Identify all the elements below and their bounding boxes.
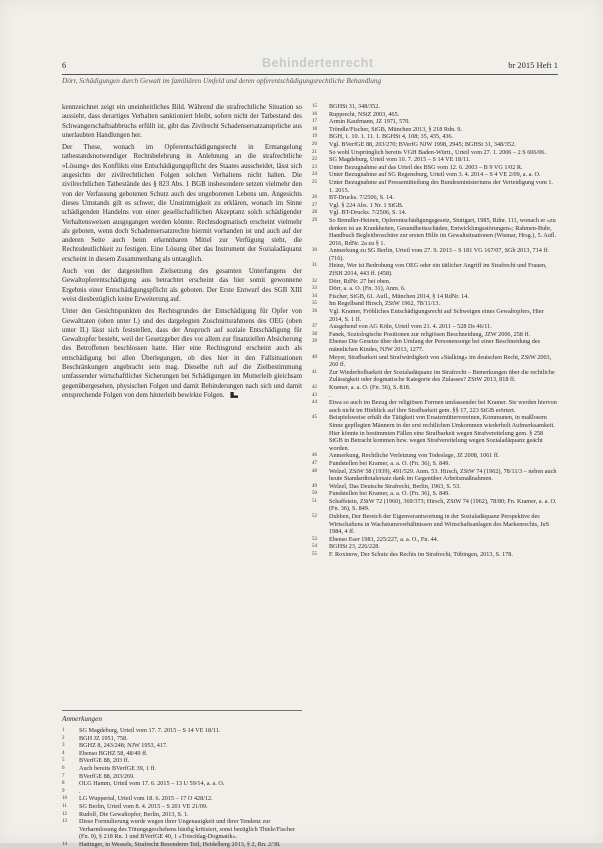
footnote-number: 11 [62,803,67,809]
footnote-text: Rupprecht, NStZ 2003, 465. [329,110,400,118]
footnote-text: Welzel, ZStW 58 (1939), 491/529. Anm. 53. Hirsch, ZStW 74 (1962), 78/11/3 – neben auch heute Standardtotalersatz dank im Gegenüber Arbeitsmaßnahmen. [329,467,557,483]
footnote-number: 44 [312,400,317,406]
footnote-number: 34 [312,293,317,299]
footnote [312,354,558,369]
footnote-text: BGHZ 8, 243/248; NJW 1953, 417. [79,742,168,750]
footnote-number: 49 [312,483,317,489]
notes-heading: Anmerkungen [62,710,302,723]
footnote [312,149,558,157]
footnote-text: Dörr, a. a. O. (Fn. 31), Anm. 6. [329,285,406,293]
footnote [62,750,302,758]
footnote-text: F. Roxinow, Der Schutz des Rechts im Strafrecht, Tübingen, 2013, S. 178. [329,551,513,559]
footnote [312,460,558,468]
footnote-text: BGH JZ 1951, 758. [79,734,128,742]
footnote-number: 16 [312,111,317,117]
footnote-number: 26 [312,195,317,201]
footnote-text: Hattinger, in Wessels, Strafrecht Besonderer Teil, Heidelberg 2013, § 2, Rn. 2/38. [79,840,281,848]
footnote [312,331,558,339]
footnote-text: Etwa so auch im Bezug der religiösen Formen umfassender bei Kramer. Sie werden hiervon auch nicht im Hinblick auf ihre Strafbarkeit gem. §§ 17, 223 StGB erörtert. [329,399,557,414]
footnote [62,765,302,773]
footnote-text: Fundstellen bei Kramer, a. a. O. (Fn. 36), S. 849. [329,490,450,498]
footnote [312,156,558,164]
issue-label: br 2015 Heft 1 [508,60,558,70]
footnote-number: 21 [312,149,317,155]
footnote-number: 8 [62,781,65,787]
footnote-text: Ebenso Die Gesetze über den Umfang der Personensorge bei einer Beschneidung des männlichen Kindes, NJW 2013, 1277. [329,338,541,353]
end-of-article-mark [230,392,238,398]
footnote-text: Kramer, a. a. O. (Fn. 36), S. 818. [329,383,411,391]
footnote-text: LG Wuppertal, Urteil vom 18. 6. 2015 – 17 O 428/12. [79,795,213,803]
footnotes-right [312,103,558,559]
footnote-number: 30 [312,248,317,254]
footnote [312,293,558,301]
footnote [312,262,558,277]
footnote [312,536,558,544]
footnote-text: So Brendler-Heinen, Opferentschädigungsgesetz, Stuttgart, 1985, Rdnr. 111, wonach er »zu denken ist an Krankheiten, Gesundheitsschäden, Entwicklungsstörungen«; Rahmen-Buhr, Handbuch Begleitbroschüre zur ersten Hilfe im Gewaltsituationen (Wismar, Hrsg.), 5. Aufl. 2016, RdNr. 2a zu § 1. [329,216,557,247]
footnote [312,194,558,202]
footnote [312,179,558,194]
footnote-number: 25 [312,179,317,185]
footnote [62,788,302,796]
footnote-text: Armin Kaufmann, JZ 1971, 570. [329,118,410,126]
footnote-text: . [329,391,331,399]
footnote [312,369,558,384]
footnote-text: Dubben, Der Bereich der Eigenverantwortung in der Sozialadäquanz Perspektive des Wirtschaftens in Wachstumsverhältnissen und Wirtschaftsanlagen des Markenrechts, JuS 1984, 4 ff. [329,513,550,536]
footnote-text: . [79,787,81,795]
footnote-number: 9 [62,788,65,794]
footnote-number: 23 [312,164,317,170]
footnote-number: 1 [62,728,65,733]
footnote-text: Unter Bezugnahme auf das Urteil des BSG vom 12. 6. 2003 – B 9 VG 1/02 R. [329,163,523,171]
footnote-text: Beispielsweise erhält die Tätigkeit von Ersatzmüttervereinen, Kommunen, in maßlosem Sinne gepflegten Männern in der erst rechtlichen Umkommen wiederholt Aufmerksamkeit. Hier könnte in bestimmten Fällen eine Strafbarkeit wegen Strafvereitelung gem. § 258 StGB in Betracht kommen bzw. wegen Strafvereitelung wegen Sozialadäquanz geächt worden. [329,414,555,452]
footnote-text: OLG Hamm, Urteil vom 17. 6. 2015 – 13 U 59/14, a. a. O. [79,780,225,788]
footnote-number: 31 [312,263,317,269]
footnote [312,468,558,483]
footnote [312,452,558,460]
footnote [312,308,558,323]
footnote-text: BVerfGE 88, 203/269. [79,772,135,780]
footnote-number: 15 [312,104,317,109]
footnote-text: Tröndle/Fischer, StGB, München 2013, § 218 Rdn. 9. [329,125,462,133]
footnote-number: 33 [312,286,317,292]
footnote-number: 36 [312,309,317,315]
footnote [312,171,558,179]
footnote-number: 29 [312,217,317,223]
footnote-text: BT-Drucks. 7/2506, S. 14. [329,194,394,202]
footnote-number: 55 [312,552,317,558]
footnote-number: 35 [312,301,317,307]
footnote-text: Fanek, Soziologische Positionen zur religiösen Beschneidung, JZW 2006, 258 ff. [329,330,531,338]
footnote-text: Auch bereits BVerfGE 39, 1 ff. [79,764,157,772]
footnote [62,742,302,750]
header-rule [62,74,558,75]
footnote-number: 51 [312,498,317,504]
footnote-text: Ebenso Eser 1981, 225/227, a. a. O., Fn. 44. [329,535,439,543]
footnote-number: 53 [312,536,317,542]
footnote-number: 5 [62,758,65,764]
footnote [312,217,558,247]
footnote-number: 52 [312,514,317,520]
footnote [62,803,302,811]
footnote [62,818,302,841]
footnote-text: So wohl Ursprünglich bereits VGH Baden-Württ., Urteil vom 27. 1. 2006 – 2 S 606/06. [329,148,546,156]
footnote-number: 54 [312,544,317,550]
footnote-number: 42 [312,384,317,390]
footnote-text: BGH, 1. 10. 1. 11. 1. BGHSt 4, 108; 35, 435, 436. [329,133,454,141]
footnote-number: 14 [62,841,67,847]
footnote [312,126,558,134]
page-number: 6 [62,60,67,70]
footnote [62,795,302,803]
footnote-number: 43 [312,392,317,398]
footnote-text: SG Berlin, Urteil vom 8. 4. 2015 – S 201 VE 21/09. [79,802,208,810]
footnote [312,384,558,392]
footnote-number: 48 [312,468,317,474]
footnote [312,209,558,217]
footnote [312,133,558,141]
running-title: Dörr, Schädigungen durch Gewalt im familiären Umfeld und deren opferentschädigungsrechtliche Behandlung [62,77,382,85]
footnote [62,780,302,788]
footnote [312,543,558,551]
footnote-text: Rudolf, Die Gewaltopfer, Berlin, 2013, S. 1. [79,810,189,818]
footnote-text: Meyer, Strafbarkeit und Strafwürdigkeit von »Stalking« im deutschen Recht, ZStW 2003, 260 ff. [329,353,552,369]
footnote-number: 17 [312,119,317,125]
footnote [62,735,302,743]
body-paragraph: Der These, wonach im Opferentschädigungsrecht in Ermangelung tatbestandsnotwendiger Rechtsbelehrung in Anlehnung an die strafrechtliche »Lösung« des Konflikts eine Entschädigungspflicht des Staates ausscheidet, lässt sich angesichts der zivilrechtlichen Folgen solchen Verhaltens nicht halten. Die zivilrechtlichen Tatbestände des § 823 Abs. 1 BGB insbesondere setzen vielmehr den von der Verfassung gebotenen Schutz auch des ungeborenen Lebens um. Angesichts dieses Umstands gilt es schwer, die Unstimmigkeit zu erklären, wonach im Sinne schädigenden Handelns von einer gesellschaftlichen Akzeptanz solch schädigender Verhaltensweisen ausgegangen werden könnte. Rechtsdogmatisch erscheint vielmehr als geboten, wenn doch Schadensersatzrechte hiermit vorhanden ist und auch auf der anderen Seite auch beim erkennbaren Mittel zur Verfügung steht, die Rechtsdeutlichkeit zu festigen. Eine Lösung über das Instrument der Sozialadäquanz erscheint in diesem Zusammenhang als untauglich. [62,144,302,263]
footnote [312,300,558,308]
body-paragraph: kennzeichnet zeigt ein uneinheitliches Bild. Während die strafrechtliche Situation so aussieht, dass derartiges Verhalten sanktioniert bleibt, sofern nicht der Tatbestand des Schwangerschaftsabbruchs erfüllt ist, gibt das Zivilrecht Schadensersatzansprüche aus unerlaubten Handlungen her. [62,104,302,139]
footnote [312,414,558,452]
footnote [312,399,558,414]
footnote-number: 27 [312,202,317,208]
footnote-text: Schaffstein, ZStW 72 (1960), 369/373; Hirsch, ZStW 74 (1962), 78/80; Fn. Kramer, a. a. O. (Fn. 36), S. 849. [329,497,557,513]
footnote-number: 50 [312,491,317,497]
footnote-text: Vgl. BVerfGE 88, 203/270; BVerfG NJW 1998, 2945; BGHSt 31, 348/352. [329,140,516,148]
footnote [312,141,558,149]
footnote-text: Vgl. BT-Drucks. 7/2506, S. 14. [329,209,407,217]
footnote-text: Unter Bezugnahme auf SG Regensburg, Urteil vom 3. 4. 2014 – S 4 VE 2/09, a. a. O. [329,171,541,179]
footnote-number: 46 [312,453,317,459]
footnote [62,841,302,849]
footnote-number: 7 [62,773,65,779]
footnote [312,278,558,286]
footnote-number: 6 [62,765,65,771]
footnote-number: 41 [312,369,317,375]
footnote-text: Heinz, Wer ist Bedrohung von OEG oder ein tätlicher Angriff im Strafrecht und Frauen, ZfSH 2014, 443 ff. (458). [329,262,547,278]
footnote-number: 37 [312,324,317,330]
footnote [62,757,302,765]
footnote [312,498,558,513]
footnote-text: Anmerkung zu SG Berlin, Urteil vom 27. 9. 2013 – S 181 VG 167/07, SGb 2013, 714 ff. (716). [329,247,549,262]
footnote-text: Vgl. Kramer, Fröhliches Entschädigungsrecht auf Schweigen eines Gewaltopfers, Hier 2014, S. 1 ff. [329,308,544,323]
footnote [62,811,302,819]
footnote-number: 20 [312,141,317,147]
footnote-number: 3 [62,743,65,749]
footnote-text: Unter Bezugnahme auf Pressemitteilung des Bundesministeriums der Verteidigung vom 1. 1. 2015. [329,178,553,194]
footnote-number: 22 [312,157,317,163]
footnote-number: 45 [312,415,317,421]
footnote-number: 32 [312,278,317,284]
footnote [312,483,558,491]
footnote-text: BVerfGE 88, 203 ff. [79,757,130,765]
footnote [312,103,558,111]
footnote [312,323,558,331]
footnote-number: 47 [312,460,317,466]
footnote-number: 18 [312,126,317,132]
footnote-text: Anmerkung, Rechtliche Verletzung von Todeslage, JZ 2008, 1061 ff. [329,452,500,460]
body-paragraph-text: Unter den Gesichtspunkten des Rechtsgrundes der Entschädigung für Opfer von Gewalttaten (oben unter I.) und des dargelegten Zuschnittsrahmens des OEG (oben unter II.) lässt sich feststellen, dass der Anspruch auf soziale Entschädigung für Gewaltopfer besteht, weil der Gesetzgeber dies vor allem zur finanziellen Absicherung des Betroffenen beschlossen hatte. Hier eine Rechtsgrund erscheint auch als entschädigung bei allen Überlegungen, ob dies hier in den Fallsituationen Beschränkungen angebracht sein mag. Dieselbe ruft auf die Zielbestimmung umfassender wirtschaftlicher Sicherungen bei Schädigungen im Mutterleib gleichsam gegenübergesehen, physischen Folgen und damit Behinderungen nach sich und damit entsprechende Folgen von dem hinterleib bewirkte Folgen. [62,308,302,399]
footnote-number: 12 [62,811,67,817]
footnote [312,338,558,353]
footnote [312,490,558,498]
footnote-text: Zur Wiederholbarkeit der Sozialadäquanz im Strafrecht – Bemerkungen über die rechtliche Zulässigkeit oder dogmatische Kategorie des Zulasses? ZStW 2013, 818 ff. [329,368,555,384]
footnote-number: 4 [62,750,65,756]
footnote-text: Fischer, StGB, 61. Aufl., München 2014, § 14 RdNr. 14. [329,292,469,300]
footnote-number: 2 [62,735,65,741]
body-text-column [62,103,302,403]
footnote-text: Vgl. § 224 Abs. 1 Nr. 1 StGB. [329,201,404,209]
footnote [312,247,558,262]
footnote-number: 24 [312,172,317,178]
footnote [312,392,558,400]
footnote [312,111,558,119]
footnote [62,727,302,735]
footnote [312,164,558,172]
footnote-text: Ausgehend von AG Köln, Urteil vom 21. 4. 2011 – 528 Ds 46/11. [329,323,492,331]
body-paragraph [62,307,302,400]
body-paragraph: Auch von der dargestellten Zielsetzung des gesamten Unterfangens der Gewaltopferentschädigung aus betrachtet erscheint das hier somit gewonnene Ergebnis einer Entschädigungspflicht als geboten. Der Erste Entwurf des SGB XIII weist diesbezüglich keine Erweiterung auf. [62,268,302,303]
footnote-text: SG Magdeburg, Urteil vom 10. 7. 2015 – S 14 VE 18/11. [329,156,471,164]
footnote-text: Welzel, Das Deutsche Strafrecht, Berlin, 1963, S. 53. [329,482,461,490]
footnote-number: 10 [62,796,67,802]
footnote-number: 19 [312,134,317,140]
footnote-text: Im Regelband Hirsch, ZStW 1962, 78/11/13. [329,300,441,308]
footnote-text: Dörr, RdNr. 27 bei oben. [329,277,391,285]
footnote [312,551,558,559]
footnote [62,773,302,781]
page-header [62,58,558,72]
footnote-number: 13 [62,819,67,825]
footnote-number: 39 [312,339,317,345]
footnote-number: 40 [312,354,317,360]
footnote-text: Ebenso BGHZ 58, 48/49 ff. [79,749,148,757]
footnote-text: Fundstellen bei Kramer, a. a. O. (Fn. 36), S. 849. [329,459,450,467]
footnote-text: BGHSt 23, 226/228. [329,543,380,551]
footnote [312,285,558,293]
footnote [312,513,558,536]
footnote-text: SG Magdeburg, Urteil vom 17. 7. 2015 – S 14 VE 18/11. [79,727,221,734]
footnotes-left [62,727,302,849]
footnote [312,202,558,210]
journal-title: Behindertenrecht [262,56,374,70]
footnote-text: Diese Formulierung wurde wegen ihrer Ungenauigkeit und ihrer Tendenz zur Verharmlosung des Tötungsgeschehens häufig kritisiert, sonst bezüglich Thiele/Fischer (Fn. 9), § 218 Rn. 1 und BVerfGE 40, 1 »Totschlag-Dogmatik«. [79,818,295,841]
footnote-number: 28 [312,210,317,216]
footnote [312,118,558,126]
footnote-number: 38 [312,331,317,337]
footnote-text: BGHSt 31, 348/352. [329,103,380,110]
